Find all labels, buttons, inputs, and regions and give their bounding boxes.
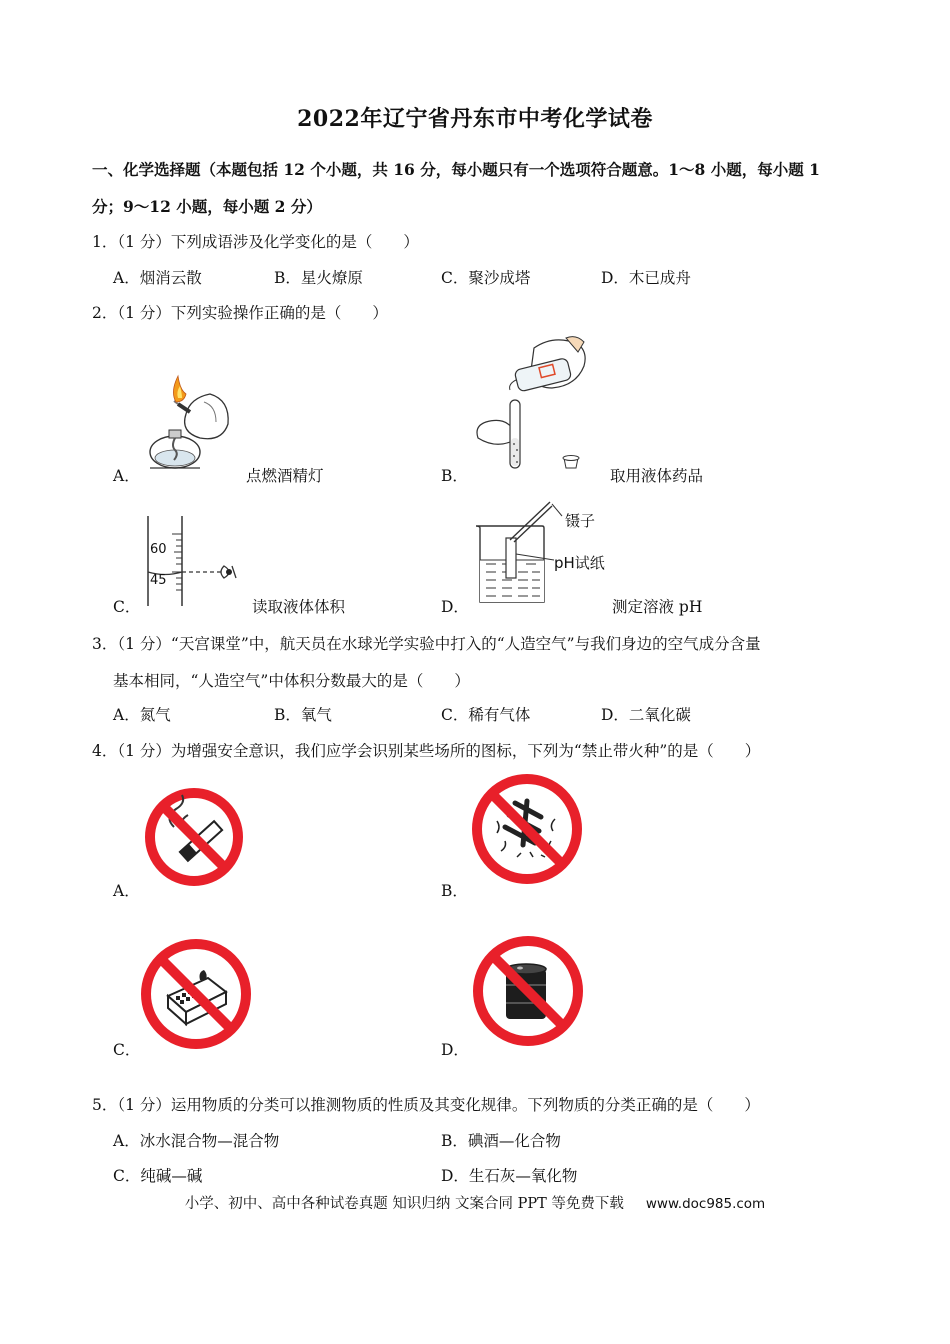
no-smoking-sign-icon [144, 787, 244, 887]
no-matches-sign-icon [140, 938, 252, 1050]
footer-text: 小学、初中、高中各种试卷真题 知识归纳 文案合同 PPT 等免费下载 [184, 1196, 624, 1212]
question-5-stem: 5．（1 分）运用物质的分类可以推测物质的性质及其变化规律。下列物质的分类正确的是（ ） [92, 1096, 760, 1114]
graduated-cylinder-figure [142, 514, 252, 610]
q1-option-c: C．聚沙成塔 [441, 269, 531, 287]
q3-option-d: D．二氧化碳 [601, 706, 691, 724]
question-4-stem: 4．（1 分）为增强安全意识，我们应学会识别某些场所的图标，下列为“禁止带火种”的是（ ） [92, 742, 761, 760]
ph-test-figure [470, 498, 560, 608]
section-heading-line2: 分；9～12 小题，每小题 2 分） [92, 197, 322, 216]
q2-option-a-letter: A． [113, 467, 140, 485]
q2-option-b-caption: 取用液体药品 [610, 467, 704, 485]
page-title: 2022年辽宁省丹东市中考化学试卷 [297, 106, 653, 132]
page-footer [0, 1192, 950, 1213]
pour-liquid-figure [472, 330, 602, 475]
alcohol-lamp-figure [138, 372, 238, 478]
q2-option-d-caption: 测定溶液 pH [612, 598, 703, 616]
q2-option-d-letter: D． [441, 598, 469, 616]
label-ph-paper: pH试纸 [554, 554, 605, 572]
q3-option-b: B．氧气 [274, 706, 332, 724]
no-fireworks-sign-icon [471, 773, 583, 885]
question-3-stem-line1: 3．（1 分）“天宫课堂”中，航天员在水球光学实验中打入的“人造空气”与我们身边的空气成分含量 [92, 635, 761, 653]
section-heading-line1: 一、化学选择题（本题包括 12 个小题，共 16 分，每小题只有一个选项符合题意。1～8 小题，每小题 1 [92, 160, 820, 179]
q5-option-a: A．冰水混合物—混合物 [113, 1132, 280, 1150]
q1-option-d: D．木已成舟 [601, 269, 691, 287]
q5-option-b: B．碘酒—化合物 [441, 1132, 561, 1150]
question-2-stem: 2．（1 分）下列实验操作正确的是（ ） [92, 304, 388, 322]
q4-option-c: C． [113, 1041, 141, 1059]
q1-option-b: B．星火燎原 [274, 269, 363, 287]
question-3-stem-line2: 基本相同，“人造空气”中体积分数最大的是（ ） [113, 672, 470, 690]
no-oil-barrel-sign-icon [472, 935, 584, 1047]
cylinder-mark-60: 60 [150, 542, 167, 557]
q2-option-c-caption: 读取液体体积 [252, 598, 346, 616]
question-1-stem: 1．（1 分）下列成语涉及化学变化的是（ ） [92, 233, 419, 251]
q3-option-a: A．氮气 [113, 706, 171, 724]
q2-option-b-letter: B． [441, 467, 468, 485]
q4-option-a: A． [113, 882, 140, 900]
q5-option-d: D．生石灰—氧化物 [441, 1167, 578, 1185]
q3-option-c: C．稀有气体 [441, 706, 531, 724]
q1-option-a: A．烟消云散 [113, 269, 202, 287]
q2-option-a-caption: 点燃酒精灯 [246, 467, 324, 485]
cylinder-mark-45: 45 [150, 573, 167, 588]
q5-option-c: C．纯碱—碱 [113, 1167, 203, 1185]
label-tweezers: 镊子 [565, 512, 596, 530]
q2-option-c-letter: C． [113, 598, 141, 616]
q4-option-b: B． [441, 882, 468, 900]
footer-url[interactable]: www.doc985.com [645, 1196, 766, 1212]
q4-option-d: D． [441, 1041, 469, 1059]
